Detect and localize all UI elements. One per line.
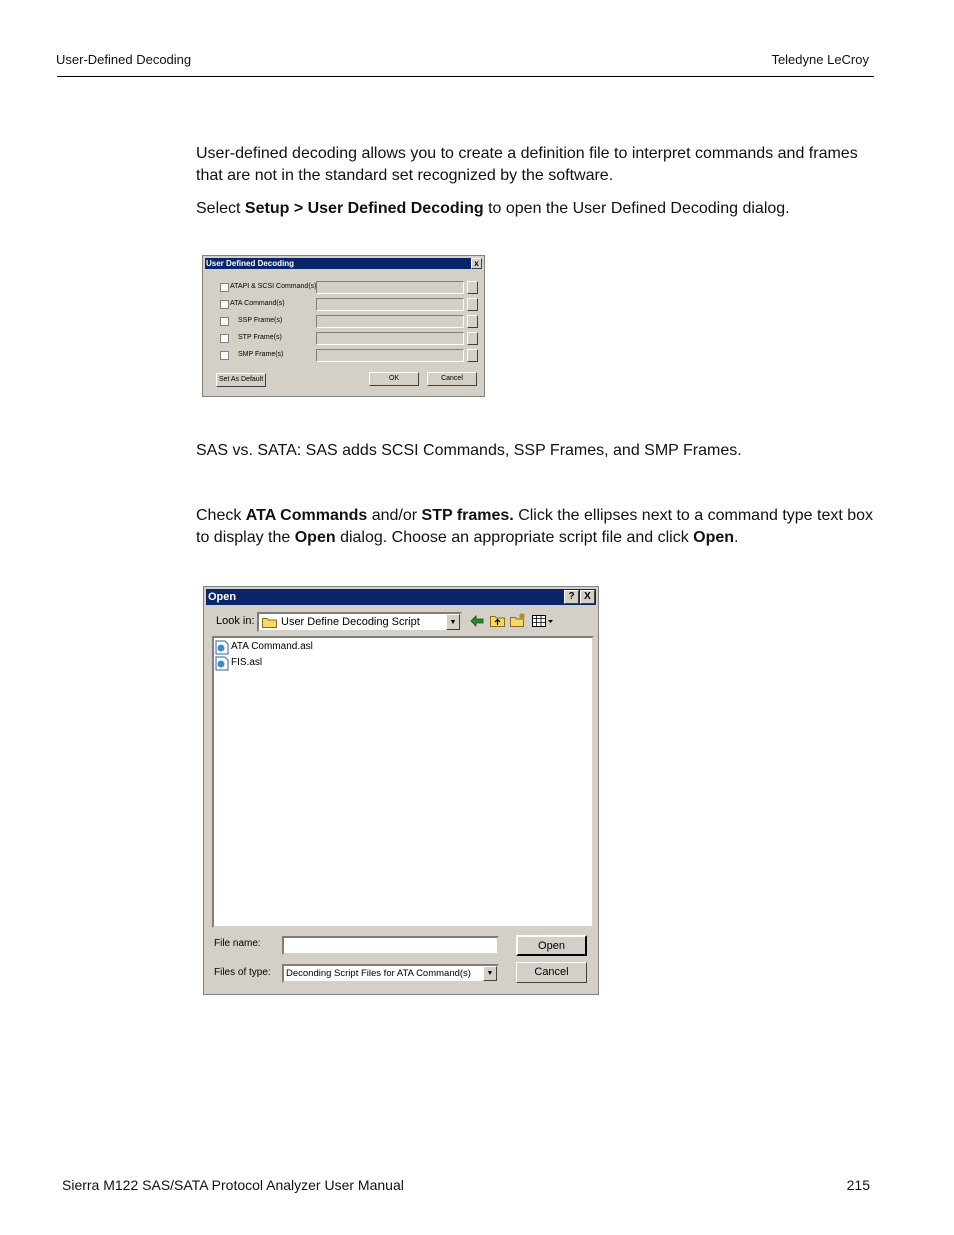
chevron-down-icon[interactable]: ▼ — [446, 614, 460, 630]
checkbox-ata-command[interactable] — [220, 300, 229, 309]
label-smp-frame: SMP Frame(s) — [238, 351, 284, 358]
p4-text-e: Click the ellipses next to a command type text box to display the — [196, 507, 874, 546]
p4-open-dialog: Open — [294, 529, 336, 546]
user-defined-decoding-dialog — [202, 255, 485, 397]
look-in-label: Look in: — [216, 615, 255, 627]
open-titlebar — [206, 589, 596, 605]
files-of-type-value: Deconding Script Files for ATA Command(s) — [286, 968, 471, 979]
header-rule — [57, 76, 874, 77]
label-ata-command: ATA Command(s) — [230, 300, 285, 307]
ok-button[interactable]: OK — [369, 372, 419, 386]
browse-button-smp-frame[interactable] — [467, 349, 478, 362]
back-arrow-icon[interactable] — [470, 615, 484, 627]
label-stp-frame: STP Frame(s) — [238, 334, 282, 341]
cancel-button[interactable]: Cancel — [427, 372, 477, 386]
browse-button-atapi-scsi[interactable] — [467, 281, 478, 294]
p4-text-a: Check — [196, 507, 246, 524]
footer-manual-title: Sierra M122 SAS/SATA Protocol Analyzer User Manual — [62, 1177, 404, 1193]
close-icon[interactable]: x — [471, 258, 482, 269]
intro-paragraph: User-defined decoding allows you to create a definition file to interpret commands and frames that are not in the standard set recognized by the software. — [196, 145, 858, 184]
checkbox-smp-frame[interactable] — [220, 351, 229, 360]
p2-text-end: to open the User Defined Decoding dialog. — [483, 200, 790, 217]
set-as-default-button[interactable]: Set As Default — [216, 373, 266, 387]
browse-button-ata-command[interactable] — [467, 298, 478, 311]
browse-button-ssp-frame[interactable] — [467, 315, 478, 328]
look-in-dropdown[interactable] — [257, 612, 462, 632]
checkbox-ssp-frame[interactable] — [220, 317, 229, 326]
file-name: ATA Command.asl — [231, 641, 313, 652]
file-name-input[interactable] — [282, 936, 499, 955]
textbox-atapi-scsi[interactable] — [316, 281, 464, 294]
checkbox-stp-frame[interactable] — [220, 334, 229, 343]
open-button[interactable]: Open — [516, 935, 587, 956]
p4-stp-frames: STP frames. — [421, 507, 514, 524]
open-dialog — [203, 586, 599, 995]
script-file-icon — [215, 656, 229, 671]
cancel-button[interactable]: Cancel — [516, 962, 587, 983]
p4-text-c: and/or — [367, 507, 422, 524]
script-file-icon — [215, 640, 229, 655]
browse-button-stp-frame[interactable] — [467, 332, 478, 345]
sas-vs-sata-paragraph: SAS vs. SATA: SAS adds SCSI Commands, SSP Frames, and SMP Frames. — [196, 442, 742, 459]
view-menu-icon[interactable] — [532, 615, 554, 627]
textbox-smp-frame[interactable] — [316, 349, 464, 362]
udd-title: User Defined Decoding — [206, 259, 295, 268]
p4-text-g: dialog. Choose an appropriate script file and click — [335, 529, 694, 546]
checkbox-atapi-scsi[interactable] — [220, 283, 229, 292]
close-icon[interactable]: X — [580, 590, 595, 604]
p4-ata-commands: ATA Commands — [245, 507, 368, 524]
header-section-title: User-Defined Decoding — [56, 52, 192, 67]
help-icon[interactable]: ? — [564, 590, 579, 604]
p2-menu-path: Setup > User Defined Decoding — [244, 200, 484, 217]
select-setup-paragraph — [196, 198, 876, 220]
look-in-value: User Define Decoding Script — [281, 616, 420, 628]
chevron-down-icon[interactable]: ▼ — [483, 966, 497, 981]
label-ssp-frame: SSP Frame(s) — [238, 317, 283, 324]
page-number: 215 — [846, 1177, 870, 1193]
udd-titlebar — [205, 258, 482, 269]
file-name: FIS.asl — [231, 657, 263, 668]
p4-open-button-ref: Open — [693, 529, 735, 546]
p4-text-i: . — [734, 529, 739, 546]
files-of-type-dropdown[interactable] — [282, 964, 499, 983]
file-list[interactable] — [212, 636, 594, 928]
open-title: Open — [208, 591, 237, 603]
label-atapi-scsi: ATAPI & SCSI Command(s) — [230, 283, 317, 290]
textbox-ata-command[interactable] — [316, 298, 464, 311]
p2-text: Select — [196, 200, 245, 217]
file-name-label: File name: — [214, 938, 261, 949]
check-commands-paragraph — [196, 505, 876, 549]
header-company: Teledyne LeCroy — [771, 52, 869, 67]
textbox-ssp-frame[interactable] — [316, 315, 464, 328]
folder-icon — [262, 617, 277, 628]
new-folder-icon[interactable] — [510, 613, 526, 627]
textbox-stp-frame[interactable] — [316, 332, 464, 345]
files-of-type-label: Files of type: — [214, 967, 271, 978]
up-folder-icon[interactable] — [490, 614, 505, 627]
